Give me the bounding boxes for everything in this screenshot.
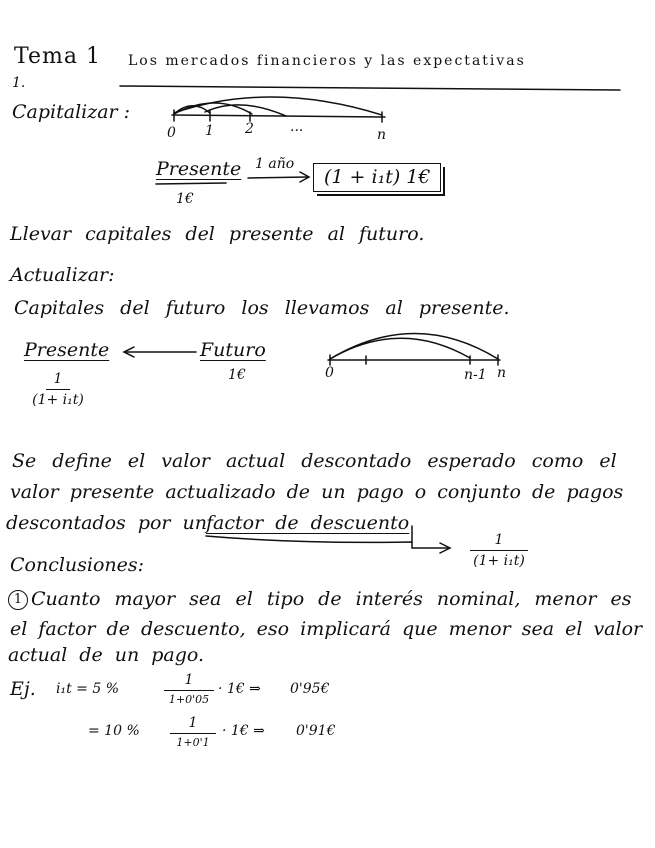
- ex1-fraction: [164, 673, 214, 705]
- act-futuro: Futuro: [200, 339, 266, 361]
- conc-line-3: actual de un pago.: [8, 644, 205, 666]
- cap-sentence: Llevar capitales del presente al futuro.: [10, 223, 425, 245]
- ex1-num: 1: [184, 672, 194, 688]
- cap-tick-0: 0: [167, 125, 176, 141]
- ex2-den: 1+0'1: [176, 736, 210, 749]
- act-fraction: [24, 372, 92, 407]
- cap-one-year: 1 año: [255, 156, 295, 172]
- tema-label: Tema 1: [14, 44, 101, 69]
- act-arc-2: [330, 334, 498, 360]
- cap-arc-4: [205, 105, 286, 116]
- cap-one-euro: 1€: [176, 191, 194, 207]
- act-tick-0: 0: [325, 365, 334, 381]
- def-line-3-prefix: descontados por un: [6, 512, 208, 534]
- def-fraction: [470, 533, 528, 568]
- cap-tick-2: 2: [245, 121, 254, 137]
- cap-boxed-formula: (1 + i₁t) 1€: [313, 163, 441, 192]
- ex2-fraction: [170, 716, 216, 748]
- section-number: 1.: [12, 75, 26, 91]
- ex1-bar: [164, 690, 214, 691]
- cap-presente-bar: [156, 183, 226, 184]
- capitalizar-label: Capitalizar :: [12, 101, 131, 123]
- cap-presente: Presente: [156, 158, 242, 180]
- cap-arc-1: [174, 106, 210, 114]
- page-title: Los mercados financieros y las expectativas: [128, 53, 526, 69]
- cap-tick-dots: ...: [290, 119, 304, 135]
- act-arrowhead: [124, 347, 134, 357]
- act-frac-bar: [46, 389, 70, 390]
- act-tick-n: n: [497, 365, 507, 381]
- ex1-den: 1+0'05: [168, 693, 210, 706]
- act-frac-den: (1+ i₁t): [32, 392, 84, 408]
- cap-year-arrowhead: [300, 172, 309, 182]
- ej-label: Ej.: [10, 678, 36, 700]
- ej-rate-1: i₁t = 5 %: [56, 681, 120, 697]
- cap-arc-2: [174, 103, 252, 114]
- ex1-result: 0'95€: [290, 681, 330, 697]
- conc-line-2: el factor de descuento, eso implicará que menor sea el valor: [10, 618, 643, 640]
- conc-line-1-text: Cuanto mayor sea el tipo de interés nominal, menor es: [31, 588, 632, 610]
- def-frac-num: 1: [494, 532, 504, 548]
- act-frac-num: 1: [53, 371, 63, 387]
- def-line-1: Se define el valor actual descontado esperado como el: [12, 450, 617, 472]
- def-frac-den: (1+ i₁t): [473, 553, 525, 569]
- factor-pointer: [206, 536, 448, 548]
- factor-pointer-head: [440, 543, 450, 553]
- def-line-2: valor presente actualizado de un pago o conjunto de pagos: [10, 481, 624, 503]
- ex2-bar: [170, 733, 216, 734]
- cap-tick-n: n: [377, 127, 387, 143]
- act-one-euro: 1€: [228, 367, 246, 383]
- ej-rate-2: = 10 %: [88, 723, 140, 739]
- cap-year-arrow: [248, 177, 308, 178]
- ex2-num: 1: [188, 715, 198, 731]
- cap-arc-3: [174, 97, 382, 115]
- item-number-badge: 1: [8, 590, 28, 610]
- def-frac-bar: [470, 550, 528, 551]
- title-underline: [120, 86, 620, 90]
- ex1-mult: · 1€ ⇒: [218, 681, 261, 697]
- act-sentence: Capitales del futuro los llevamos al presente.: [14, 297, 510, 319]
- act-tick-n-1: n-1: [464, 367, 487, 383]
- ex2-mult: · 1€ ⇒: [222, 723, 265, 739]
- ex2-result: 0'91€: [296, 723, 336, 739]
- cap-timeline: [172, 115, 385, 117]
- actualizar-label: Actualizar:: [10, 264, 115, 286]
- conc-line-1: [8, 590, 631, 610]
- factor-de-descuento: factor de descuento: [206, 512, 410, 534]
- cap-tick-1: 1: [205, 123, 214, 139]
- conclusiones-label: Conclusiones:: [10, 554, 145, 576]
- act-arc-1: [330, 338, 470, 359]
- act-presente: Presente: [24, 339, 110, 361]
